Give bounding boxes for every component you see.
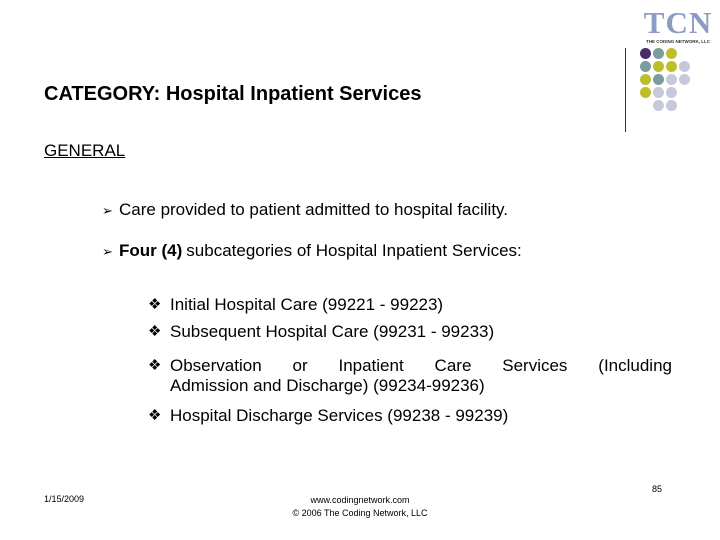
footer-credits: [250, 494, 470, 520]
logo-dot: [666, 48, 677, 59]
logo-dot: [653, 61, 664, 72]
bullet-item: [102, 241, 522, 261]
page-number: 85: [652, 484, 663, 494]
logo: TCN: [643, 5, 713, 40]
logo-dot: [666, 61, 677, 72]
logo-dot: [666, 87, 677, 98]
diamond-bullet-icon: ❖: [148, 357, 162, 374]
bullet-lead: Four (4): [119, 241, 183, 260]
sub-bullet-text: Initial Hospital Care (99221 - 99223): [170, 295, 444, 314]
bullet-item: [102, 200, 508, 220]
diamond-bullet-icon: ❖: [148, 407, 162, 424]
sub-bullet-text: Subsequent Hospital Care (99231 - 99233): [170, 322, 495, 341]
logo-dot: [653, 48, 664, 59]
logo-dot: [666, 74, 677, 85]
logo-dot: [653, 74, 664, 85]
logo-dot: [666, 100, 677, 111]
sub-bullet-text-continued: Admission and Discharge) (99234-99236): [170, 376, 485, 395]
bullet-text: subcategories of Hospital Inpatient Services:: [186, 241, 522, 260]
logo-dot: [640, 74, 651, 85]
logo-dot: [653, 87, 664, 98]
logo-dot: [640, 87, 651, 98]
footer-copyright: © 2006 The Coding Network, LLC: [292, 508, 428, 518]
footer-date: 1/15/2009: [44, 494, 85, 504]
logo-tagline: THE CODING NETWORK, LLC: [646, 39, 710, 44]
sub-bullet-item: [148, 295, 443, 315]
slide-title: CATEGORY: Hospital Inpatient Services: [44, 83, 422, 105]
diamond-bullet-icon: ❖: [148, 296, 162, 313]
logo-dot: [640, 48, 651, 59]
sub-bullet-item: [148, 356, 672, 396]
logo-dot: [653, 100, 664, 111]
logo-dot: [679, 74, 690, 85]
sub-bullet-item: [148, 406, 508, 426]
bullet-text: Care provided to patient admitted to hospital facility.: [119, 200, 509, 219]
logo-dot: [640, 61, 651, 72]
sub-bullet-text: Hospital Discharge Services (99238 - 99239): [170, 406, 509, 425]
sub-bullet-item: [148, 322, 494, 342]
diamond-bullet-icon: ❖: [148, 323, 162, 340]
arrow-bullet-icon: ➢: [102, 244, 113, 259]
arrow-bullet-icon: ➢: [102, 203, 113, 218]
logo-dot: [679, 61, 690, 72]
section-heading: GENERAL: [44, 141, 126, 160]
logo-divider: [625, 48, 626, 132]
footer-website: www.codingnetwork.com: [310, 495, 410, 505]
sub-bullet-text: Observation or Inpatient Care Services (Including: [170, 356, 672, 375]
